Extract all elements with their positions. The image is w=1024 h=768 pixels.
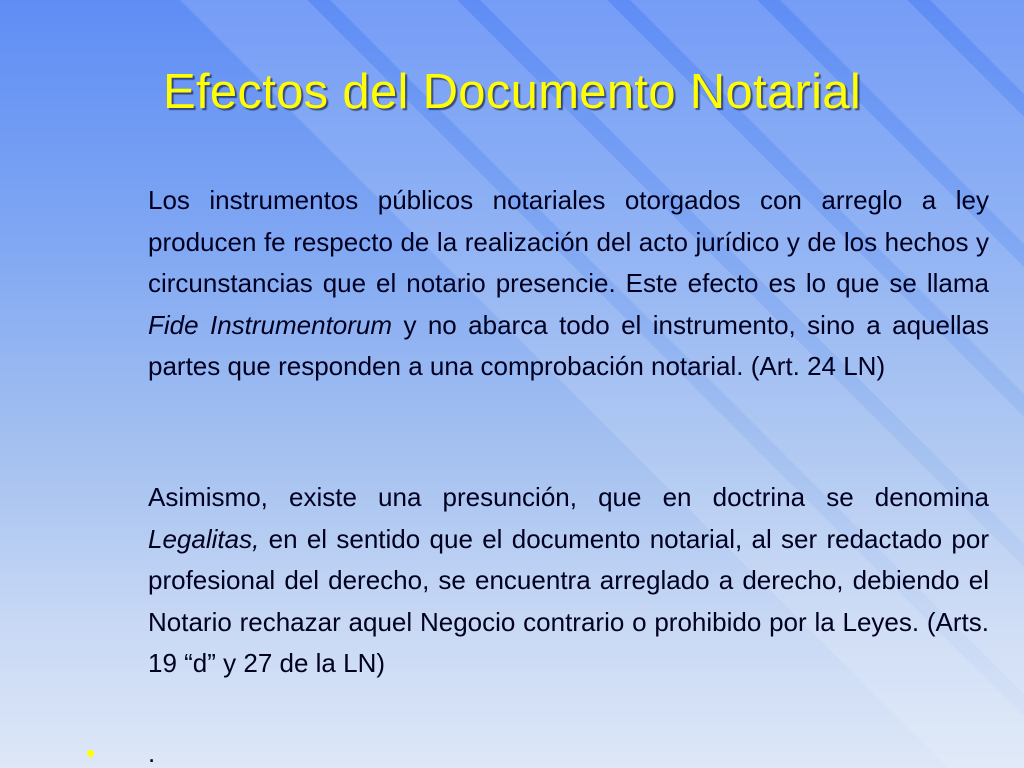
paragraph1-text-start: Los instrumentos públicos notariales otorgados con arreglo a ley producen fe respecto de la realización del acto jurídico y de los hechos y circunstancias que el notario presencie. Este efecto es lo que se llama <box>148 185 989 298</box>
paragraph2-text-start: Asimismo, existe una presunción, que en doctrina se denomina <box>148 482 989 512</box>
slide-title: Efectos del Documento Notarial <box>162 65 862 119</box>
paragraph2-italic-term: Legalitas, <box>148 523 260 554</box>
bullet-marker: • <box>86 738 96 768</box>
trailing-text: . <box>148 738 156 768</box>
paragraph-legalitas <box>148 477 989 685</box>
paragraph1-text-end: y no abarca todo el instrumento, sino a aquellas partes que responden a una comprobación notarial. (Art. 24 LN) <box>148 309 989 381</box>
paragraph2-text-end: en el sentido que el documento notarial, al ser redactado por profesional del derecho, se encuentra arreglado a derecho, debiendo el Notario rechazar aquel Negocio contrario o prohibido por la Leyes. (Arts. 19 “d” y 27 de la LN) <box>148 523 989 678</box>
paragraph-fide-instrumentorum <box>148 180 989 388</box>
paragraph1-italic-term: Fide Instrumentorum <box>148 309 393 340</box>
